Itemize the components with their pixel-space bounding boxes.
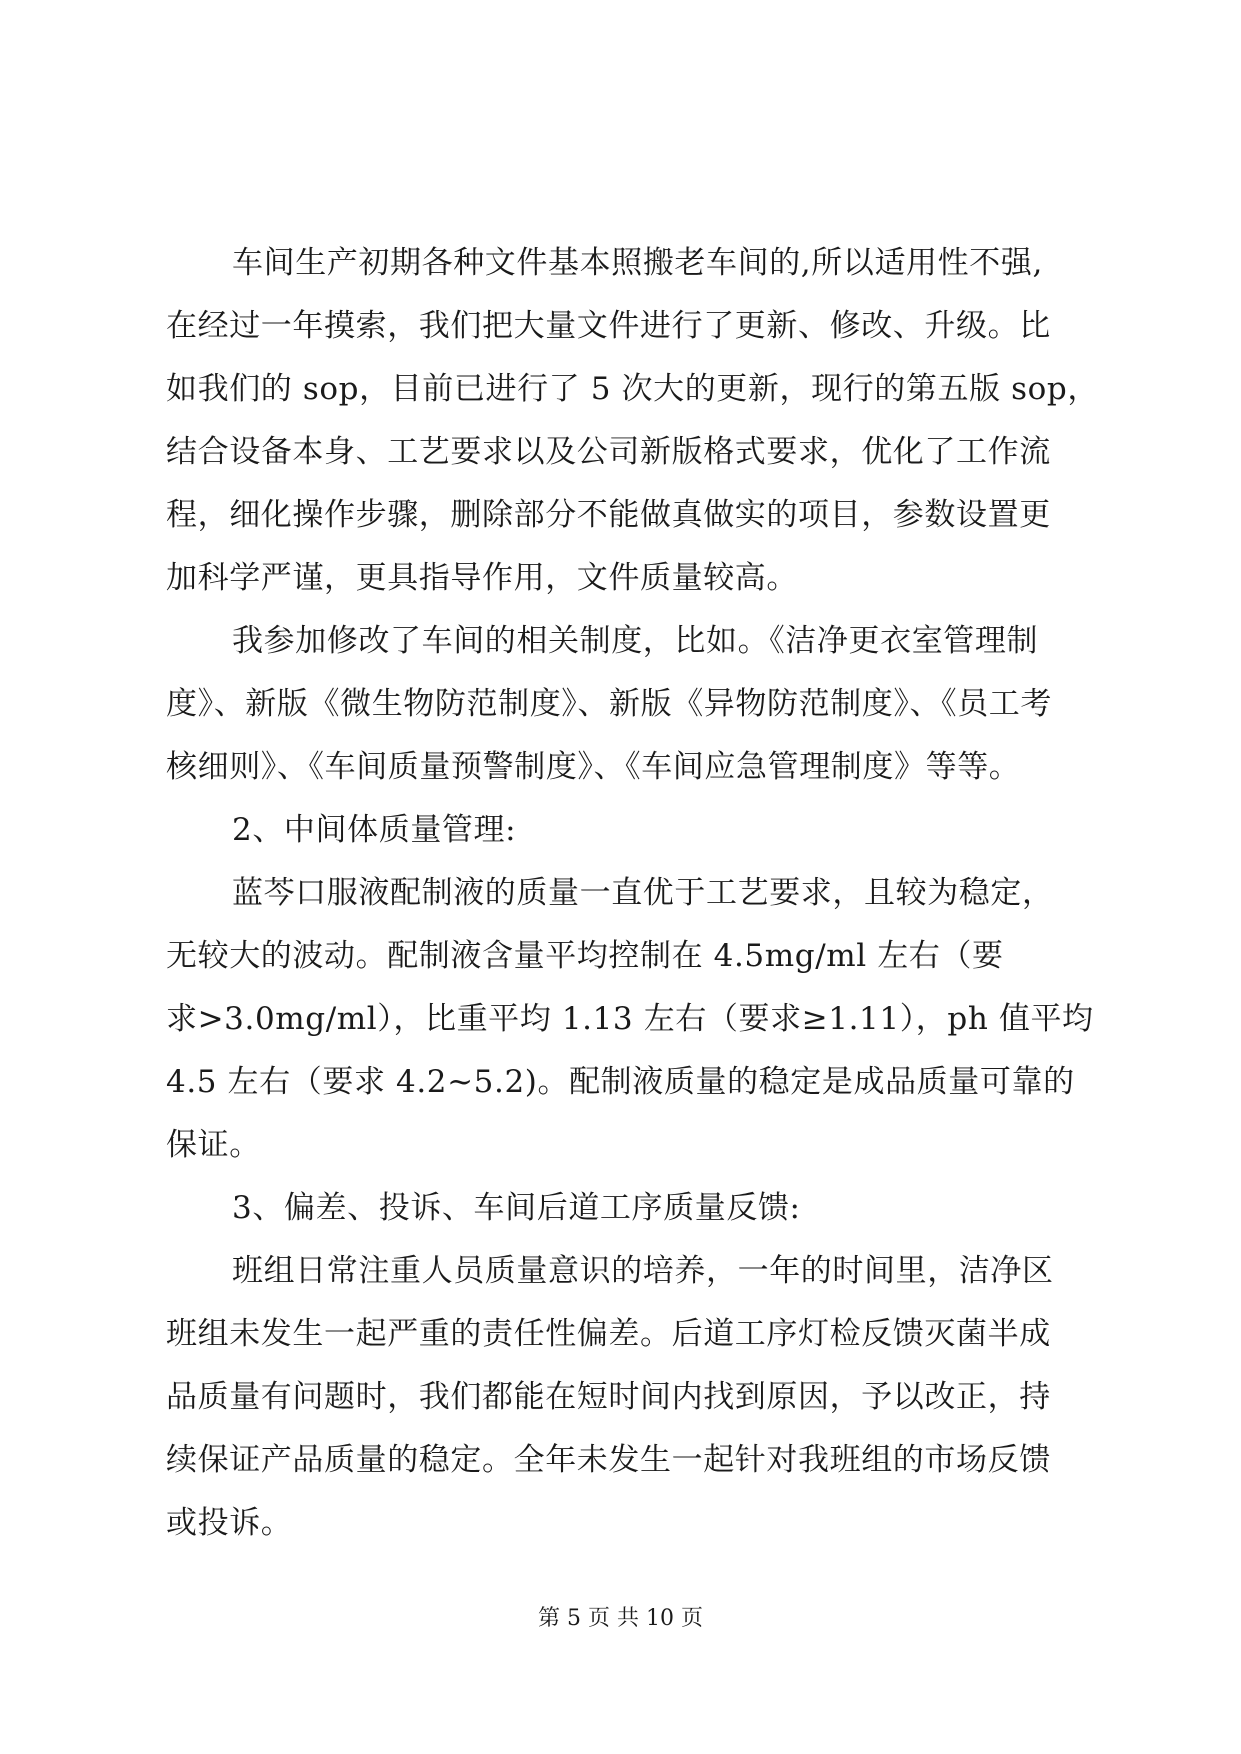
paragraph-3-line-1: 蓝芩口服液配制液的质量一直优于工艺要求，且较为稳定，: [232, 875, 1054, 911]
paragraph-4-line-5: 或投诉。: [166, 1505, 293, 1541]
paragraph-1-line-4: 结合设备本身、工艺要求以及公司新版格式要求，优化了工作流: [166, 434, 1051, 470]
paragraph-1-line-1: 车间生产初期各种文件基本照搬老车间的,所以适用性不强,: [232, 245, 1043, 281]
paragraph-2-line-2: 度》、新版《微生物防范制度》、新版《异物防范制度》、《员工考: [166, 686, 1052, 722]
paragraph-4-line-2: 班组未发生一起严重的责任性偏差。后道工序灯检反馈灭菌半成: [166, 1316, 1051, 1352]
paragraph-3-line-3: 求>3.0mg/ml），比重平均 1.13 左右（要求≥1.11），ph 值平均: [166, 1001, 1094, 1037]
paragraph-3-line-4: 4.5 左右（要求 4.2~5.2)。配制液质量的稳定是成品质量可靠的: [166, 1064, 1075, 1100]
paragraph-2-line-1: 我参加修改了车间的相关制度，比如。《洁净更衣室管理制: [232, 623, 1039, 659]
paragraph-1-line-3: 如我们的 sop，目前已进行了 5 次大的更新，现行的第五版 sop，: [166, 371, 1099, 407]
paragraph-1-line-2: 在经过一年摸索，我们把大量文件进行了更新、修改、升级。比: [166, 308, 1051, 344]
paragraph-1-line-5: 程，细化操作步骤，删除部分不能做真做实的项目，参数设置更: [166, 497, 1051, 533]
section-heading-intermediate-quality: 2、中间体质量管理:: [232, 812, 517, 848]
section-heading-deviation-feedback: 3、偏差、投诉、车间后道工序质量反馈:: [232, 1190, 801, 1226]
paragraph-4-line-4: 续保证产品质量的稳定。全年未发生一起针对我班组的市场反馈: [166, 1442, 1051, 1478]
paragraph-4-line-3: 品质量有问题时，我们都能在短时间内找到原因，予以改正，持: [166, 1379, 1051, 1415]
paragraph-1-line-6: 加科学严谨，更具指导作用，文件质量较高。: [166, 560, 798, 596]
body-text: [166, 232, 1099, 1555]
paragraph-3-line-2: 无较大的波动。配制液含量平均控制在 4.5mg/ml 左右（要: [166, 938, 1004, 974]
paragraph-4-line-1: 班组日常注重人员质量意识的培养，一年的时间里，洁净区: [232, 1253, 1054, 1289]
page-footer: 第 5 页 共 10 页: [538, 1606, 703, 1631]
paragraph-3-line-5: 保证。: [166, 1127, 261, 1163]
paragraph-2-line-3: 核细则》、《车间质量预警制度》、《车间应急管理制度》等等。: [166, 749, 1021, 785]
